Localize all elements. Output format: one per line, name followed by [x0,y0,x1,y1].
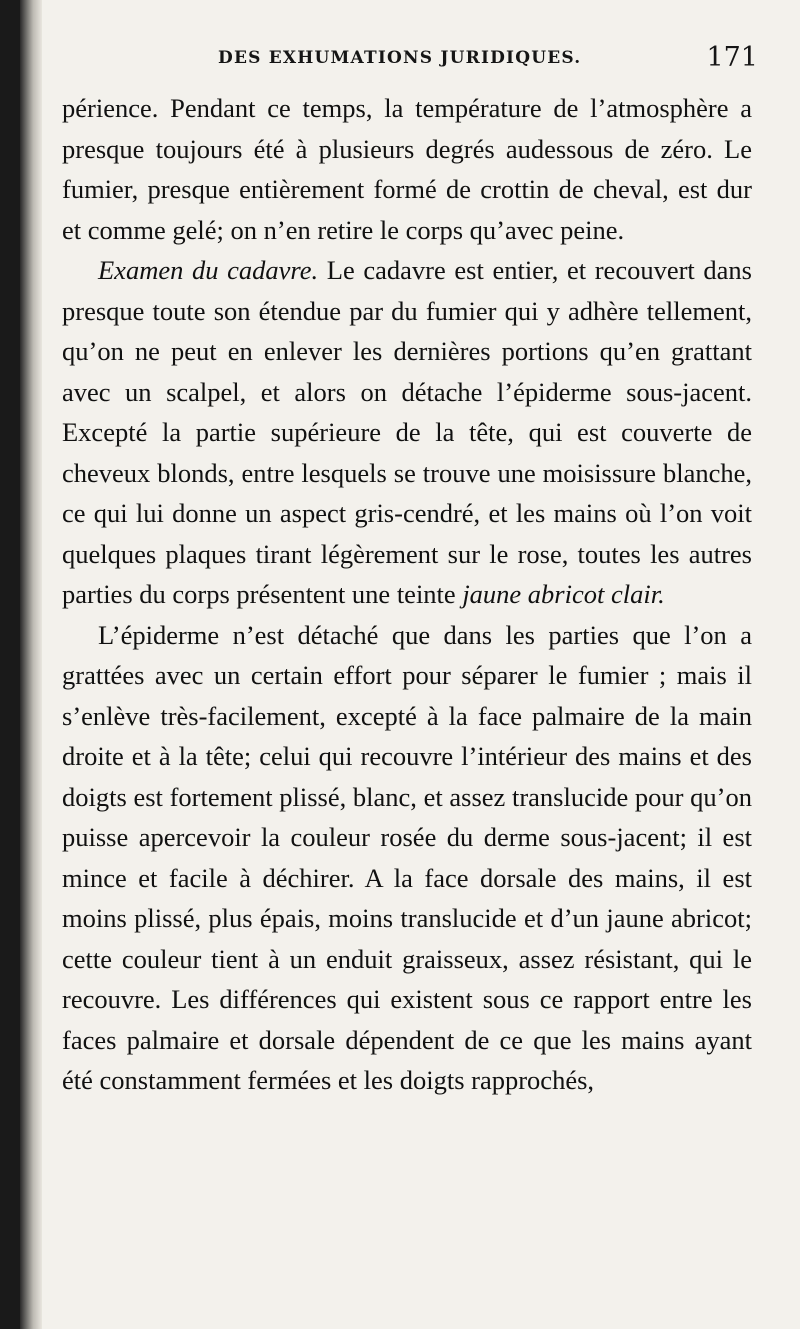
paragraph-3-text: L’épiderme n’est détaché que dans les parties que l’on a grattées avec un certain effort pour séparer le fumier ; mais il s’enlève très-facilement, excepté à la face palmaire de la main droite et à la tête; celui qui recouvre l’intérieur des mains et des doigts est fortement plissé, blanc, et assez translucide pour qu’on puisse apercevoir la couleur rosée du derme sous-jacent; il est mince et facile à déchirer. A la face dorsale des mains, il est moins plissé, plus épais, moins translucide et d’un jaune abricot; cette couleur tient à un enduit graisseux, assez résistant, qui le recouvre. Les différences qui existent sous ce rapport entre les faces palmaire et dorsale dépendent de ce que les mains ayant été constamment fermées et les doigts rapprochés, [62,619,752,1095]
paragraph-1 [62,88,752,250]
page-number: 171 [706,42,758,73]
paragraph-3 [62,615,752,1101]
body-text [62,88,752,1101]
page-header [60,42,760,74]
page-gutter-shadow [20,0,42,1329]
running-head: DES EXHUMATIONS JURIDIQUES. [218,48,582,68]
section-heading-italic: Examen du cadavre. [98,255,319,285]
paragraph-2 [62,250,752,615]
paragraph-2-text: Le cadavre est entier, et recouvert dans presque toute son étendue par du fumier qui y adhère tellement, qu’on ne peut en enlever les dernières portions qu’en grattant avec un scalpel, et alors on détache l’épiderme sous-jacent. Excepté la partie supérieure de la tête, qui est couverte de cheveux blonds, entre lesquels se trouve une moisissure blanche, ce qui lui donne un aspect gris-cendré, et les mains où l’on voit quelques plaques tirant légèrement sur le rose, toutes les autres parties du corps présentent une teinte [62,255,752,609]
book-page [20,0,800,1329]
paragraph-2-italic-tail: jaune abricot clair. [462,579,665,609]
paragraph-1-text: périence. Pendant ce temps, la température de l’atmosphère a presque toujours été à plusieurs degrés audessous de zéro. Le fumier, presque entièrement formé de crottin de cheval, est dur et comme gelé; on n’en retire le corps qu’avec peine. [62,93,752,245]
